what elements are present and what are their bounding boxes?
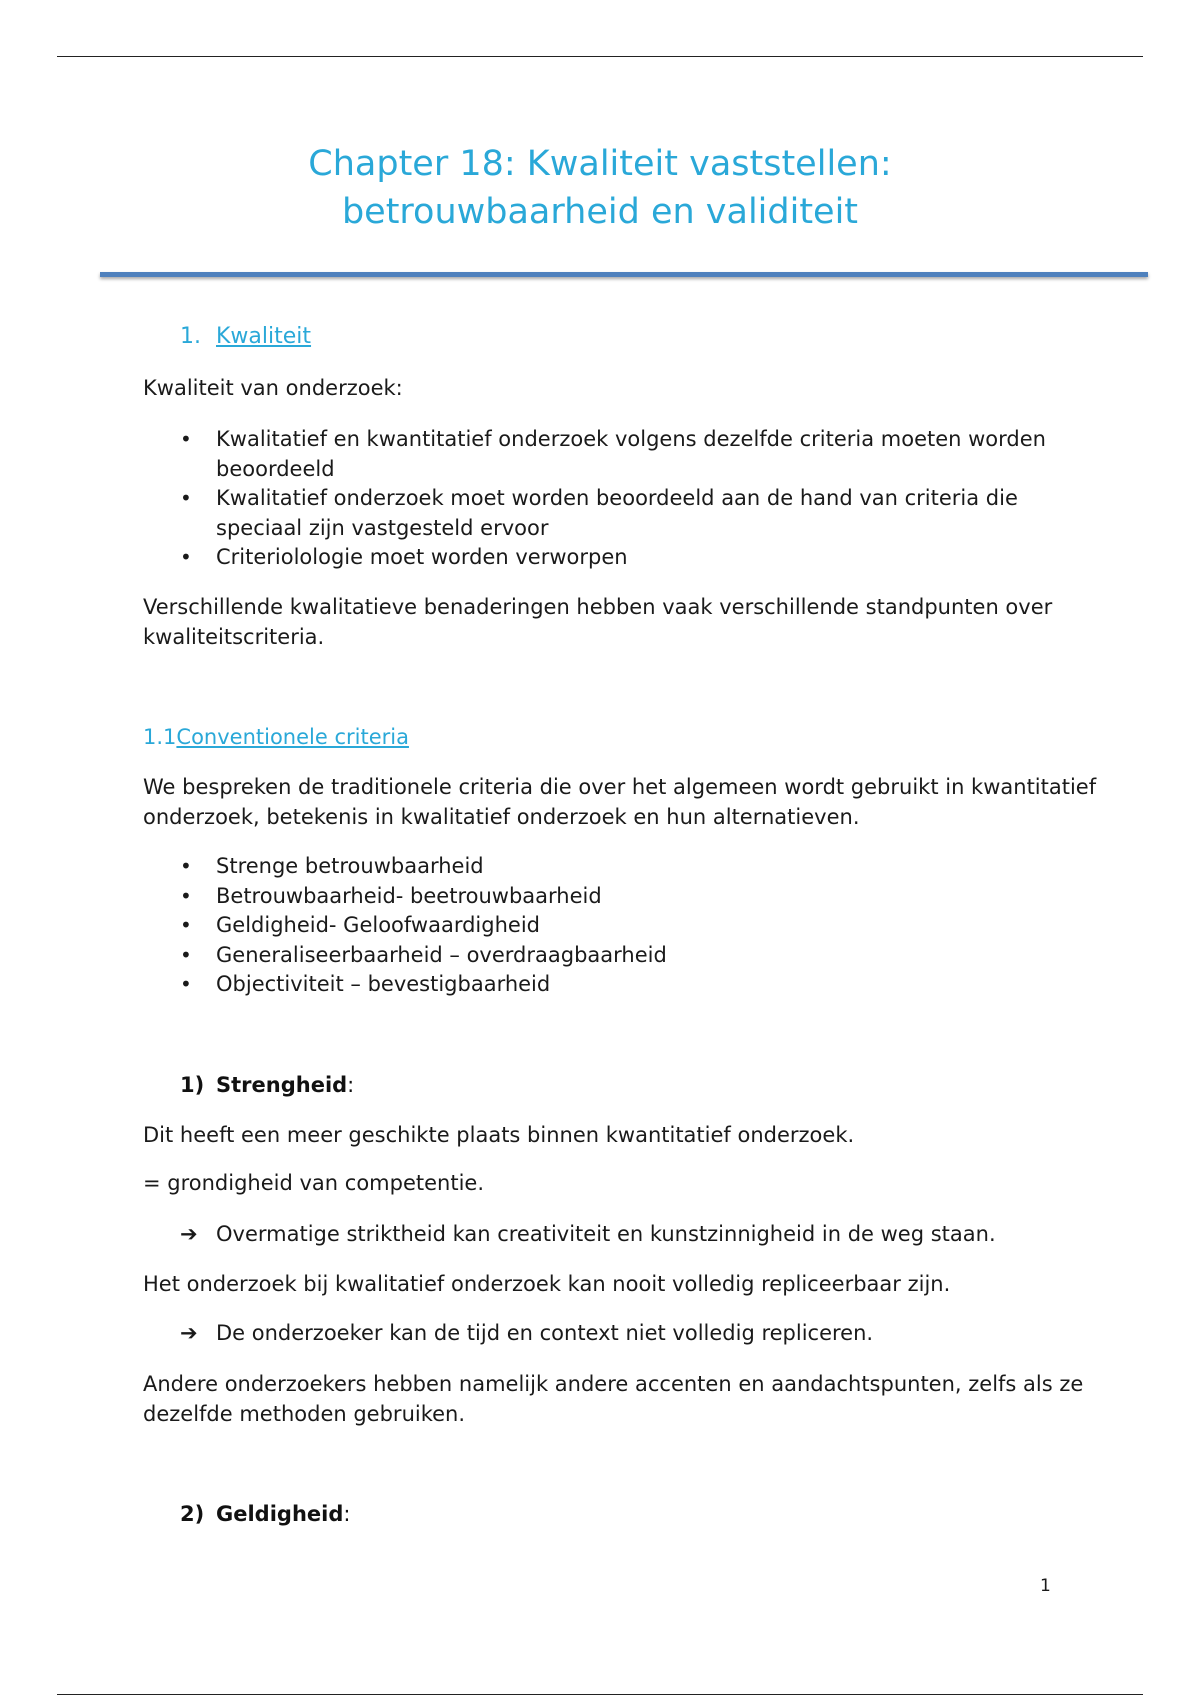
list-item: • Betrouwbaarheid- beetrouwbaarheid (180, 882, 1060, 912)
paragraph-strengheid-1: Dit heeft een meer geschikte plaats binnen kwantitatief onderzoek. (143, 1123, 855, 1147)
list-item: • Strenge betrouwbaarheid (180, 852, 1060, 882)
subsection-heading-conventionele-criteria (143, 722, 409, 752)
section-heading-link[interactable]: Kwaliteit (216, 324, 312, 349)
section-number: 1. (180, 324, 201, 349)
paragraph-strengheid-2: = grondigheid van competentie. (143, 1171, 485, 1195)
title-underline-bar (100, 272, 1148, 277)
paragraph-strengheid-4: Andere onderzoekers hebben namelijk andere accenten en aandachtspunten, zelfs als ze dezelfde methoden gebruiken. (143, 1372, 1084, 1426)
list-item: • Kwalitatief en kwantitatief onderzoek volgens dezelfde criteria moeten worden beoordeeld (180, 425, 1060, 484)
bullet-list-criteria (180, 852, 1060, 1000)
arrow-text: De onderzoeker kan de tijd en context niet volledig repliceren. (216, 1321, 874, 1345)
list-item: • Geldigheid- Geloofwaardigheid (180, 911, 1060, 941)
page-number: 1 (1040, 1576, 1051, 1596)
arrow-text: Overmatige striktheid kan creativiteit en kunstzinnigheid in de weg staan. (216, 1222, 996, 1246)
title-line-2: betrouwbaarheid en validiteit (341, 192, 859, 232)
arrow-point-2 (180, 1318, 873, 1348)
subsection-heading-link[interactable]: Conventionele criteria (176, 725, 409, 749)
footer-rule (57, 1694, 1143, 1695)
paragraph-closing: Verschillende kwalitatieve benaderingen hebben vaak verschillende standpunten over kwaliteitscriteria. (143, 595, 1053, 649)
item-number: 2) (180, 1502, 205, 1526)
paragraph-strengheid-3: Het onderzoek bij kwalitatief onderzoek kan nooit volledig repliceerbaar zijn. (143, 1272, 951, 1296)
subsection-number: 1.1 (143, 725, 177, 749)
list-item: • Criteriolologie moet worden verworpen (180, 543, 1060, 573)
list-item: • Kwalitatief onderzoek moet worden beoordeeld aan de hand van criteria die speciaal zijn vastgesteld ervoor (180, 484, 1060, 543)
document-title (0, 140, 1200, 236)
heading-text: Strengheid (216, 1073, 348, 1097)
heading-geldigheid (180, 1499, 350, 1529)
bullet-list-kwaliteit (180, 425, 1060, 573)
paragraph-criteria-intro: We bespreken de traditionele criteria die over het algemeen wordt gebruikt in kwantitatief onderzoek, betekenis in kwalitatief onderzoek en hun alternatieven. (143, 775, 1097, 829)
arrow-right-icon: ➔ (180, 1321, 198, 1345)
paragraph-intro: Kwaliteit van onderzoek: (143, 376, 403, 400)
arrow-right-icon: ➔ (180, 1222, 198, 1246)
arrow-point-1 (180, 1219, 996, 1249)
item-number: 1) (180, 1073, 205, 1097)
list-item: • Generaliseerbaarheid – overdraagbaarheid (180, 941, 1060, 971)
heading-strengheid (180, 1070, 354, 1100)
title-line-1: Chapter 18: Kwaliteit vaststellen: (308, 144, 892, 184)
list-item: • Objectiviteit – bevestigbaarheid (180, 970, 1060, 1000)
heading-text: Geldigheid (216, 1502, 344, 1526)
heading-colon: : (343, 1502, 351, 1526)
section-heading-kwaliteit (180, 322, 311, 352)
heading-colon: : (347, 1073, 355, 1097)
header-rule (57, 56, 1143, 57)
